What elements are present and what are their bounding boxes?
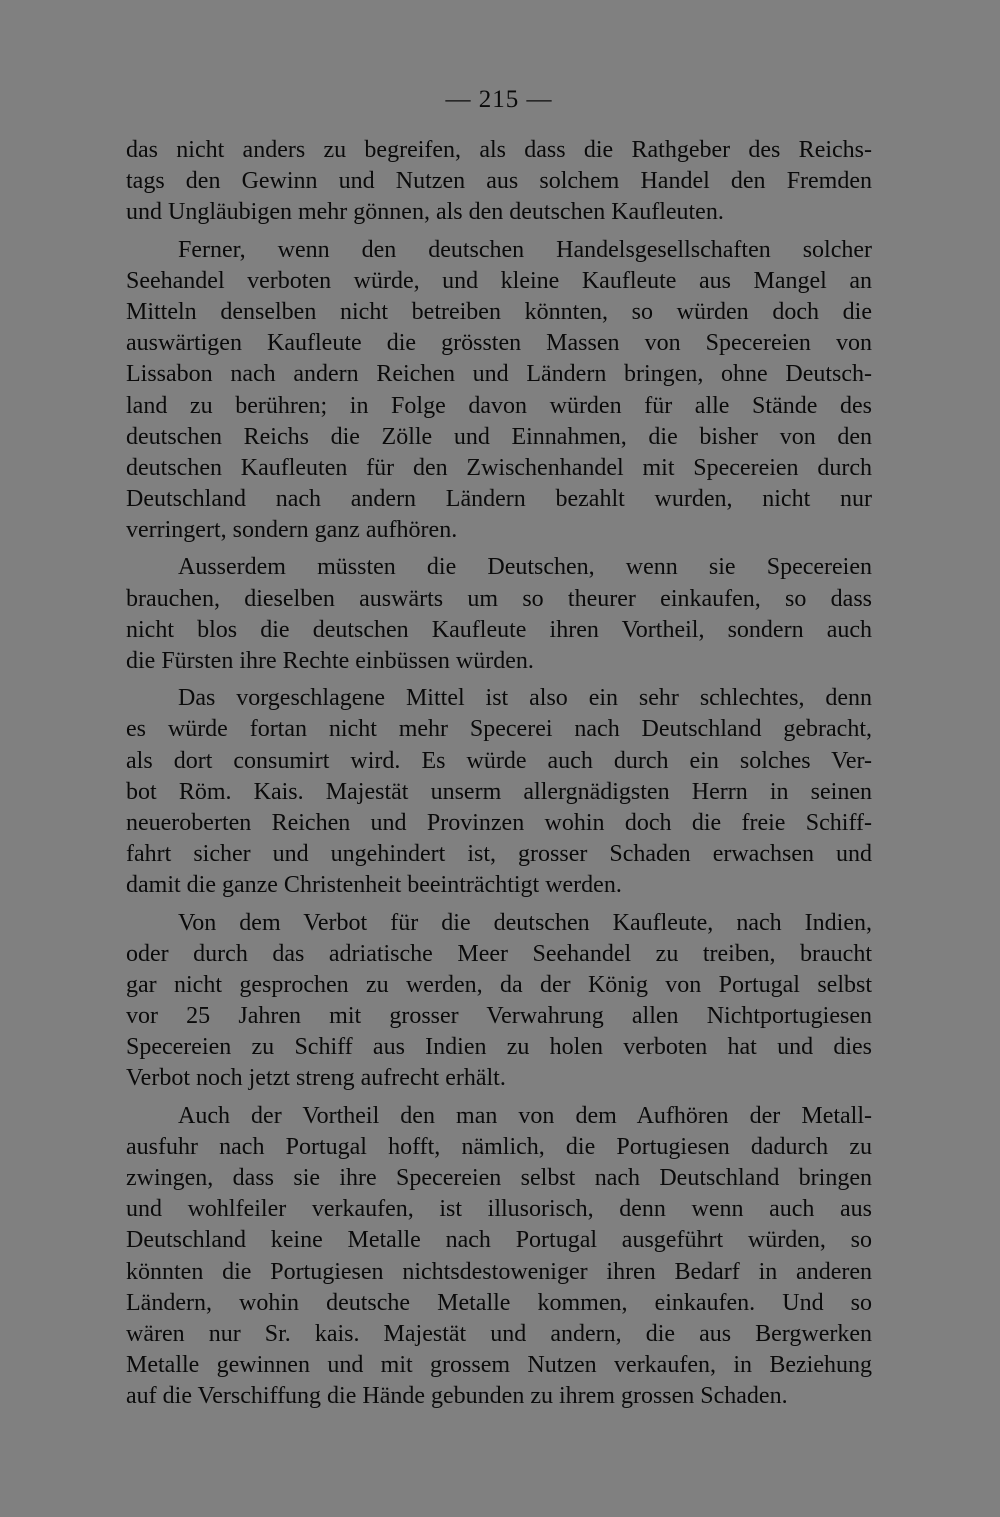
text-line: brauchen, dieselben auswärts um so theurer einkaufen, so dass xyxy=(126,585,872,612)
paragraph xyxy=(126,552,872,677)
text-line: nicht blos die deutschen Kaufleute ihren Vortheil, sondern auch xyxy=(126,616,872,643)
text-line: vor 25 Jahren mit grosser Verwahrung allen Nichtportugiesen xyxy=(126,1003,872,1030)
text-line: zwingen, dass sie ihre Specereien selbst nach Deutschland bringen xyxy=(126,1165,872,1191)
text-line: auf die Verschiffung die Hände gebunden zu ihrem grossen Schaden. xyxy=(126,1383,788,1410)
text-line: Lissabon nach andern Reichen und Ländern bringen, ohne Deutsch- xyxy=(126,361,872,388)
text-line: Das vorgeschlagene Mittel ist also ein sehr schlechtes, denn xyxy=(178,685,872,712)
text-line: oder durch das adriatische Meer Seehandel zu treiben, braucht xyxy=(126,940,872,967)
text-line: bot Röm. Kais. Majestät unserm allergnädigsten Herrn in seinen xyxy=(126,778,872,805)
text-line: damit die ganze Christenheit beeinträchtigt werden. xyxy=(126,872,622,899)
text-line: Deutschland nach andern Ländern bezahlt wurden, nicht nur xyxy=(126,486,872,513)
text-line: fahrt sicher und ungehindert ist, grosser Schaden erwachsen und xyxy=(126,841,872,868)
text-line: das nicht anders zu begreifen, als dass die Rathgeber des Reichs- xyxy=(126,137,872,163)
text-line: wären nur Sr. kais. Majestät und andern, die aus Bergwerken xyxy=(126,1320,872,1347)
text-line: Ländern, wohin deutsche Metalle kommen, einkaufen. Und so xyxy=(126,1289,872,1316)
text-line: tags den Gewinn und Nutzen aus solchem Handel den Fremden xyxy=(126,168,872,195)
text-line: Seehandel verboten würde, und kleine Kaufleute aus Mangel an xyxy=(126,267,872,294)
text-line: als dort consumirt wird. Es würde auch durch ein solches Ver- xyxy=(126,747,872,774)
text-line: land zu berühren; in Folge davon würden für alle Stände des xyxy=(126,392,872,419)
text-line: Deutschland keine Metalle nach Portugal ausgeführt würden, so xyxy=(126,1227,872,1254)
text-line: Mitteln denselben nicht betreiben könnten, so würden doch die xyxy=(126,298,872,325)
text-line: es würde fortan nicht mehr Specerei nach Deutschland gebracht, xyxy=(126,716,872,743)
text-line: und Ungläubigen mehr gönnen, als den deutschen Kaufleuten. xyxy=(126,199,724,226)
text-line: Ferner, wenn den deutschen Handelsgesellschaften solcher xyxy=(178,236,872,263)
text-line: Verbot noch jetzt streng aufrecht erhält. xyxy=(126,1065,506,1092)
text-line: ausfuhr nach Portugal hofft, nämlich, die Portugiesen dadurch zu xyxy=(126,1133,872,1160)
text-line: könnten die Portugiesen nichtsdestoweniger ihren Bedarf in anderen xyxy=(126,1258,872,1285)
text-line: deutschen Kaufleuten für den Zwischenhandel mit Specereien durch xyxy=(126,454,872,481)
paragraph xyxy=(126,908,872,1095)
text-line: Von dem Verbot für die deutschen Kaufleute, nach Indien, xyxy=(178,909,872,936)
text-line: Metalle gewinnen und mit grossem Nutzen verkaufen, in Beziehung xyxy=(126,1352,872,1379)
text-line: Ausserdem müssten die Deutschen, wenn sie Specereien xyxy=(178,554,872,581)
text-line: deutschen Reichs die Zölle und Einnahmen, die bisher von den xyxy=(126,423,872,450)
text-line: verringert, sondern ganz aufhören. xyxy=(126,517,458,544)
paragraph xyxy=(126,235,872,547)
paragraph xyxy=(126,1101,872,1413)
text-body xyxy=(126,135,872,1419)
text-line: gar nicht gesprochen zu werden, da der König von Portugal selbst xyxy=(126,971,872,998)
paragraph xyxy=(126,683,872,901)
text-line: Auch der Vortheil den man von dem Aufhören der Metall- xyxy=(178,1102,872,1129)
text-line: auswärtigen Kaufleute die grössten Massen von Specereien von xyxy=(126,330,872,357)
text-line: die Fürsten ihre Rechte einbüssen würden. xyxy=(126,648,534,674)
page-number: — 215 — xyxy=(445,86,553,113)
book-page xyxy=(126,0,872,1517)
text-line: neueroberten Reichen und Provinzen wohin doch die freie Schiff- xyxy=(126,809,872,836)
paragraph xyxy=(126,135,872,229)
text-line: Specereien zu Schiff aus Indien zu holen verboten hat und dies xyxy=(126,1034,872,1061)
text-line: und wohlfeiler verkaufen, ist illusorisch, denn wenn auch aus xyxy=(126,1196,872,1223)
